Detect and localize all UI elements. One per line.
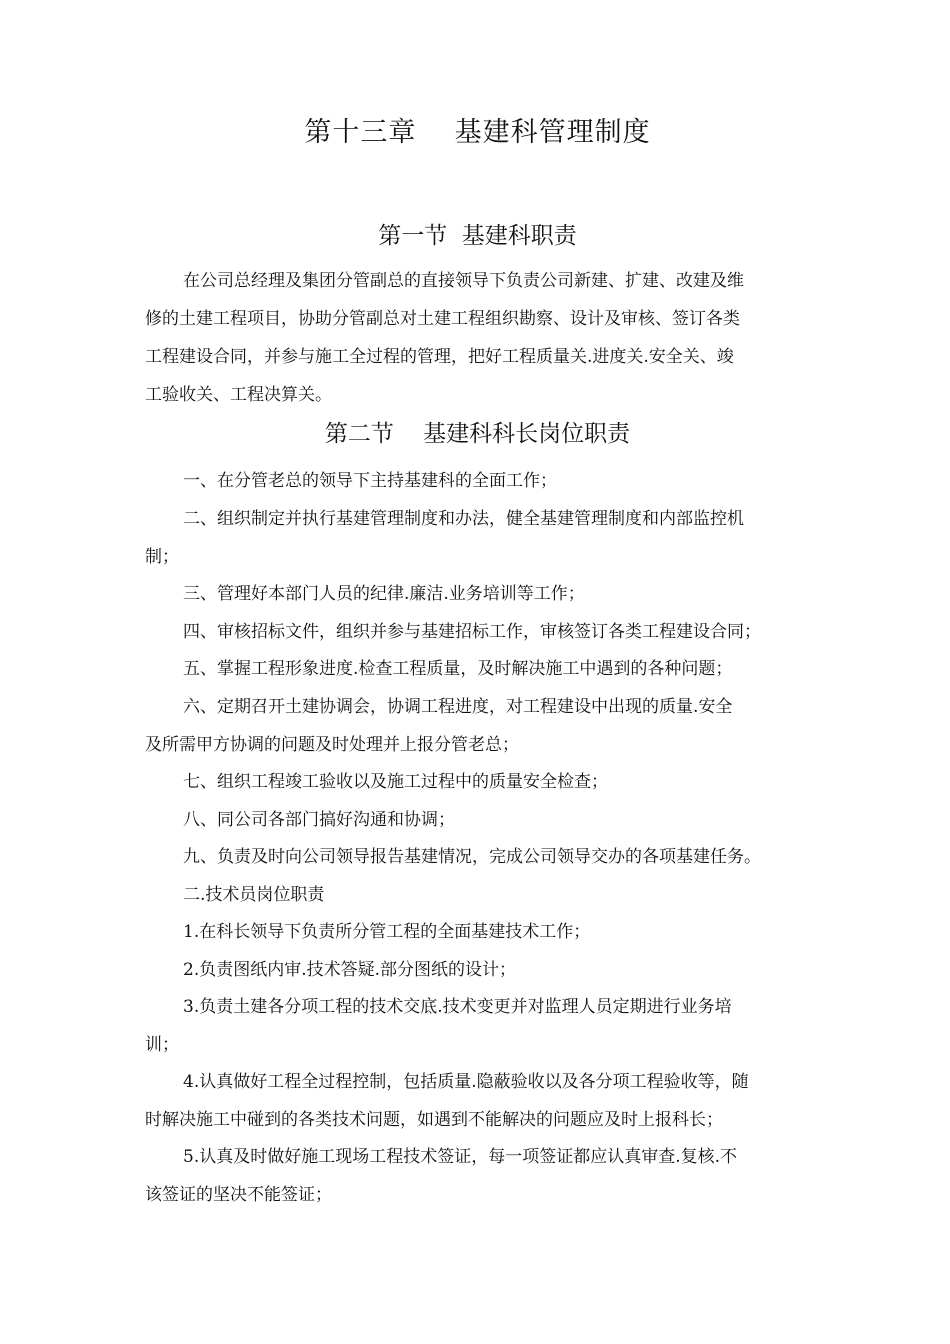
duty-item: 四、审核招标文件，组织并参与基建招标工作，审核签订各类工程建设合同； [183,622,761,642]
duty-item: 2.负责图纸内审.技术答疑.部分图纸的设计； [183,960,517,980]
duty-item: 5.认真及时做好施工现场工程技术签证，每一项签证都应认真审查.复核.不 [183,1147,738,1167]
duty-item: 八、同公司各部门搞好沟通和协调； [183,810,455,830]
subsection-heading: 二.技术员岗位职责 [183,885,325,905]
paragraph-line: 修的土建工程项目，协助分管副总对土建工程组织勘察、设计及审核、签订各类 [145,309,740,329]
duty-item: 九、负责及时向公司领导报告基建情况，完成公司领导交办的各项基建任务。 [183,847,761,867]
duty-item-continued: 时解决施工中碰到的各类技术问题，如遇到不能解决的问题应及时上报科长； [145,1110,723,1130]
duty-item: 1.在科长领导下负责所分管工程的全面基建技术工作； [183,922,591,942]
duty-item: 3.负责土建各分项工程的技术交底.技术变更并对监理人员定期进行业务培 [183,997,732,1017]
duty-item: 二、组织制定并执行基建管理制度和办法，健全基建管理制度和内部监控机 [183,509,744,529]
duty-item-continued: 训； [145,1035,179,1055]
duty-item: 六、定期召开土建协调会，协调工程进度，对工程建设中出现的质量.安全 [183,697,733,717]
paragraph-line: 工程建设合同，并参与施工全过程的管理，把好工程质量关.进度关.安全关、竣 [145,347,734,367]
section-title-1: 第一节 基建科职责 [378,223,577,249]
chapter-title: 第十三章 基建科管理制度 [304,117,651,148]
duty-item: 七、组织工程竣工验收以及施工过程中的质量安全检查； [183,772,608,792]
paragraph-line: 在公司总经理及集团分管副总的直接领导下负责公司新建、扩建、改建及维 [183,271,744,291]
duty-item: 一、在分管老总的领导下主持基建科的全面工作； [183,471,557,491]
duty-item: 4.认真做好工程全过程控制，包括质量.隐蔽验收以及各分项工程验收等，随 [183,1072,749,1092]
section-title-2: 第二节 基建科科长岗位职责 [324,421,631,447]
duty-item: 五、掌握工程形象进度.检查工程质量，及时解决施工中遇到的各种问题； [183,659,733,679]
duty-item-continued: 及所需甲方协调的问题及时处理并上报分管老总； [145,735,519,755]
duty-item-continued: 该签证的坚决不能签证； [145,1185,332,1205]
duty-item-continued: 制； [145,547,179,567]
duty-item: 三、管理好本部门人员的纪律.廉洁.业务培训等工作； [183,584,585,604]
paragraph-line: 工验收关、工程决算关。 [145,385,332,405]
